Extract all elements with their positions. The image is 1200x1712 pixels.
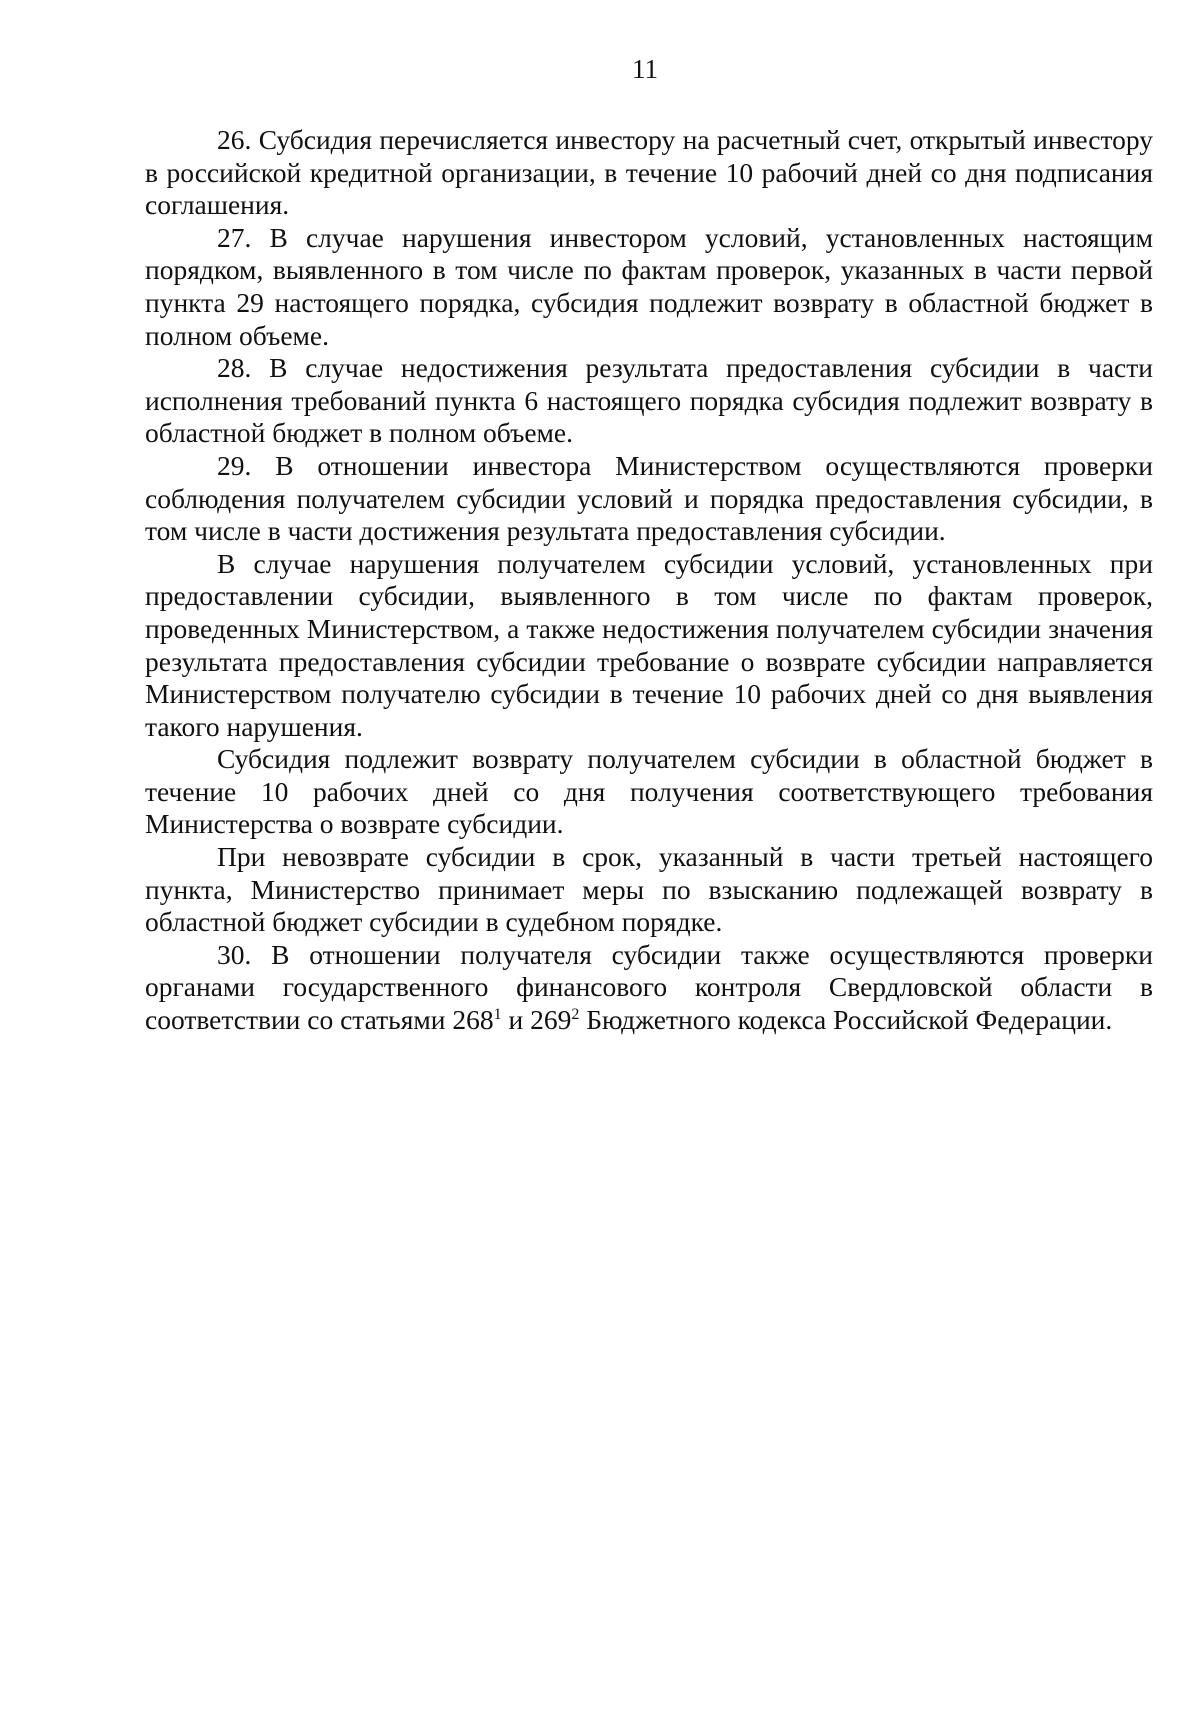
- paragraph-30-text-end: Бюджетного кодекса Российской Федерации.: [579, 1004, 1113, 1036]
- paragraph-29: 29. В отношении инвестора Министерством осуществляются проверки соблюдения получателем субсидии условий и порядка предоставления субсидии, в том числе в части достижения результата предоставления субсидии.: [145, 449, 1153, 547]
- paragraph-27: 27. В случае нарушения инвестором условий, установленных настоящим порядком, выявленного в том числе по фактам проверок, указанных в части первой пункта 29 настоящего порядка, субсидия подлежит возврату в областной бюджет в полном объеме.: [145, 221, 1153, 351]
- paragraph-29-part-4: При невозврате субсидии в срок, указанный в части третьей настоящего пункта, Министерство принимает меры по взысканию подлежащей возврату в областной бюджет субсидии в судебном порядке.: [145, 841, 1153, 938]
- paragraph-29-part-3: Субсидия подлежит возврату получателем субсидии в областной бюджет в течение 10 рабочих дней со дня получения соответствующего требования Министерства о возврате субсидии.: [145, 743, 1153, 840]
- document-body: [145, 124, 1153, 1037]
- article-269-superscript: 2: [571, 1006, 580, 1024]
- paragraph-28: 28. В случае недостижения результата предоставления субсидии в части исполнения требований пункта 6 настоящего порядка субсидия подлежит возврату в областной бюджет в полном объеме.: [145, 352, 1153, 449]
- paragraph-30-text-middle: и 269: [501, 1004, 572, 1036]
- paragraph-26: 26. Субсидия перечисляется инвестору на расчетный счет, открытый инвестору в российской кредитной организации, в течение 10 рабочий дней со дня подписания соглашения.: [145, 124, 1153, 221]
- page-number: 11: [632, 54, 658, 84]
- paragraph-30: [145, 939, 1153, 1037]
- paragraph-29-part-2: В случае нарушения получателем субсидии условий, установленных при предоставлении субсидии, выявленного в том числе по фактам проверок, проведенных Министерством, а также недостижения получателем субсидии значения результата предоставления субсидии требование о возврате субсидии направляется Министерством получателю субсидии в течение 10 рабочих дней со дня выявления такого нарушения.: [145, 547, 1153, 742]
- paragraph-30-text-start: 30. В отношении получателя субсидии также осуществляются проверки органами государственного финансового контроля Свердловской области в соответствии со статьями 268: [145, 938, 1153, 1036]
- article-268-superscript: 1: [493, 1006, 502, 1024]
